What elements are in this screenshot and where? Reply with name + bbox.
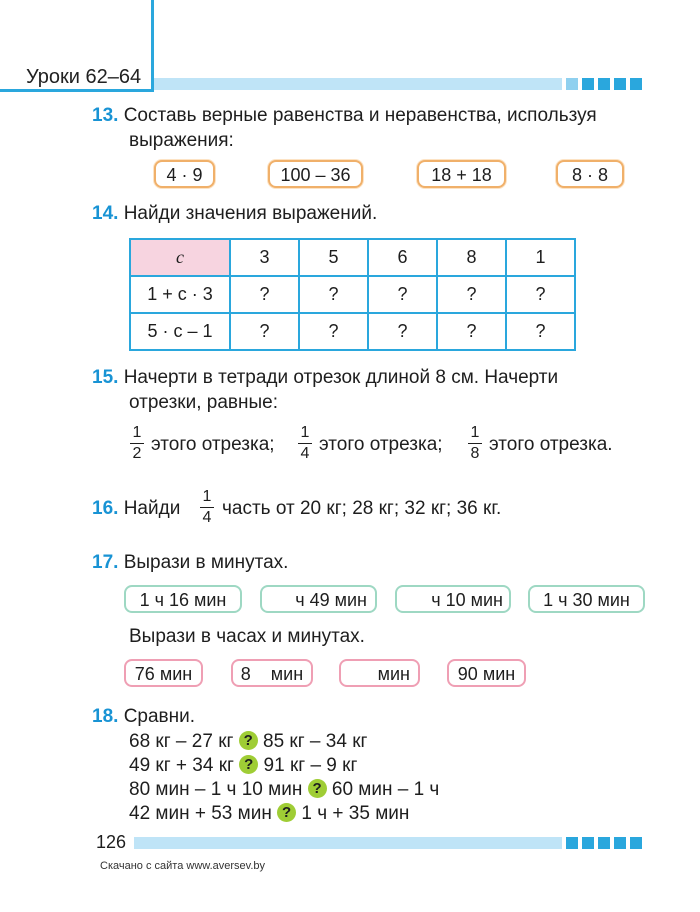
fraction [298, 424, 312, 463]
footer-stripe [134, 837, 562, 849]
task-number: 18. [92, 706, 119, 727]
table-cell: 1 + c · 3 [130, 276, 230, 313]
comparison-right: 1 ч + 35 мин [301, 803, 410, 824]
comparison-left: 49 кг + 34 кг [129, 755, 234, 776]
time-chip: ч 49 мин [260, 585, 377, 613]
table-cell: 5 · c – 1 [130, 313, 230, 350]
header-square [582, 78, 594, 90]
expression-chip: 4 · 9 [154, 160, 215, 188]
table-header-cell: 5 [299, 239, 368, 276]
table-cell: ? [299, 313, 368, 350]
table-cell: ? [437, 276, 506, 313]
task-text: Вырази в минутах. [123, 552, 289, 573]
fraction-numerator: 1 [470, 424, 480, 441]
header-square [598, 78, 610, 90]
time-chip: 1 ч 16 мин [124, 585, 242, 613]
task-number: 14. [92, 203, 119, 224]
time-chip: 90 мин [447, 659, 526, 687]
expression-chip: 18 + 18 [417, 160, 506, 188]
time-chip: 76 мин [124, 659, 203, 687]
header-square [566, 78, 578, 90]
fraction-denominator: 4 [202, 509, 212, 526]
table-header-cell: 8 [437, 239, 506, 276]
table-cell: ? [230, 313, 299, 350]
comparison-row [129, 779, 439, 801]
compare-marker-icon: ? [277, 803, 296, 822]
comparison-left: 68 кг – 27 кг [129, 731, 234, 752]
fraction-numerator: 1 [202, 488, 212, 505]
table-cell: ? [299, 276, 368, 313]
task-number: 17. [92, 552, 119, 573]
fraction-bar [130, 443, 144, 444]
task-text-continued: выражения: [129, 130, 234, 151]
table-cell: ? [506, 276, 575, 313]
table-header-cell: 6 [368, 239, 437, 276]
task-18 [92, 706, 195, 728]
fraction-bar [200, 507, 214, 508]
expression-chip: 100 – 36 [268, 160, 363, 188]
comparison-right: 60 мин – 1 ч [331, 779, 440, 800]
page-number: 126 [96, 832, 127, 852]
table-header-row [130, 239, 575, 276]
task-15 [92, 367, 558, 389]
time-chip: мин [339, 659, 420, 687]
lesson-title: Уроки 62–64 [26, 66, 142, 88]
task-text: Сравни. [123, 706, 196, 727]
compare-marker-icon: ? [239, 755, 258, 774]
fraction-bar [298, 443, 312, 444]
header-square [630, 78, 642, 90]
time-chip: ч 10 мин [395, 585, 511, 613]
task-number: 13. [92, 105, 119, 126]
task-text-continued: отрезки, равные: [129, 392, 278, 413]
time-chip: 1 ч 30 мин [528, 585, 645, 613]
task-text: Найди [123, 498, 181, 519]
values-table [129, 238, 576, 351]
comparison-left: 42 мин + 53 мин [129, 803, 272, 824]
footer-square [598, 837, 610, 849]
fraction-text: этого отрезка. [489, 434, 613, 455]
table-cell: ? [437, 313, 506, 350]
fraction-denominator: 2 [132, 445, 142, 462]
comparison-row [129, 755, 357, 777]
comparison-row [129, 731, 367, 753]
comparison-right: 91 кг – 9 кг [263, 755, 358, 776]
task-text: Составь верные равенства и неравенства, используя [123, 105, 597, 126]
fraction-denominator: 4 [300, 445, 310, 462]
compare-marker-icon: ? [239, 731, 258, 750]
fraction-numerator: 1 [300, 424, 310, 441]
fraction-bar [468, 443, 482, 444]
fraction-text: этого отрезка; [319, 434, 443, 455]
fraction [130, 424, 144, 463]
table-header-cell: 3 [230, 239, 299, 276]
task-16 [92, 498, 180, 520]
comparison-row [129, 803, 409, 825]
source-note: Скачано с сайта www.aversev.by [100, 860, 266, 872]
table-row [130, 276, 575, 313]
footer-square [566, 837, 578, 849]
header-stripe [154, 78, 562, 90]
fraction-text: этого отрезка; [151, 434, 275, 455]
table-header-cell: 1 [506, 239, 575, 276]
fraction-numerator: 1 [132, 424, 142, 441]
table-cell: ? [506, 313, 575, 350]
comparison-right: 85 кг – 34 кг [263, 731, 368, 752]
task-text: Вырази в часах и минутах. [129, 626, 365, 647]
fraction [200, 488, 214, 527]
fraction [468, 424, 482, 463]
task-text: Начерти в тетради отрезок длиной 8 см. Начерти [123, 367, 559, 388]
table-header-cell: c [130, 239, 230, 276]
task-text: часть от 20 кг; 28 кг; 32 кг; 36 кг. [222, 498, 502, 519]
table-cell: ? [368, 276, 437, 313]
time-chip: 8 мин [231, 659, 313, 687]
footer-square [582, 837, 594, 849]
task-number: 15. [92, 367, 119, 388]
table-cell: ? [368, 313, 437, 350]
footer-square [614, 837, 626, 849]
header-square [614, 78, 626, 90]
footer-square [630, 837, 642, 849]
table-cell: ? [230, 276, 299, 313]
task-14 [92, 203, 377, 225]
comparison-left: 80 мин – 1 ч 10 мин [129, 779, 303, 800]
fraction-denominator: 8 [470, 445, 480, 462]
task-13 [92, 105, 597, 127]
task-17 [92, 552, 288, 574]
compare-marker-icon: ? [308, 779, 327, 798]
task-text: Найди значения выражений. [123, 203, 378, 224]
table-row [130, 313, 575, 350]
expression-chip: 8 · 8 [556, 160, 624, 188]
task-number: 16. [92, 498, 119, 519]
